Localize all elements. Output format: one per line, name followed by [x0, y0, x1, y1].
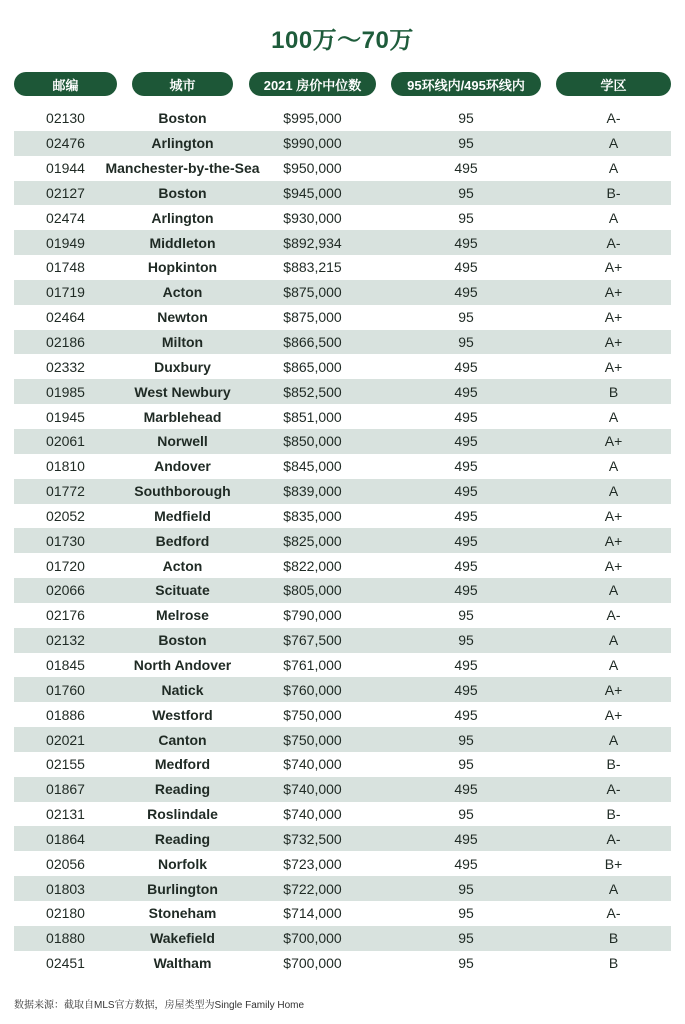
- school-cell: B-: [606, 806, 621, 823]
- header-median-price: 2021 房价中位数: [249, 72, 376, 96]
- beltway-cell: 95: [458, 756, 474, 773]
- zip-cell: 01886: [46, 706, 85, 723]
- school-cell: A-: [606, 905, 621, 922]
- school-cell: A+: [604, 284, 623, 301]
- beltway-cell: 95: [458, 905, 474, 922]
- zip-cell: 02176: [46, 607, 85, 624]
- price-cell: $750,000: [283, 706, 342, 723]
- city-cell: Andover: [154, 458, 211, 475]
- table-row: [14, 951, 671, 976]
- school-cell: B: [608, 383, 619, 400]
- zip-cell: 01720: [46, 557, 85, 574]
- zip-cell: 01760: [46, 681, 85, 698]
- city-cell: Acton: [162, 557, 203, 574]
- beltway-cell: 495: [454, 433, 478, 450]
- city-cell: Acton: [162, 284, 203, 301]
- beltway-cell: 495: [454, 408, 478, 425]
- table-row: [14, 578, 671, 603]
- table-row: [14, 752, 671, 777]
- price-cell: $875,000: [283, 309, 342, 326]
- city-cell: Westford: [152, 706, 213, 723]
- city-cell: Arlington: [151, 135, 214, 152]
- table-row: [14, 429, 671, 454]
- zip-cell: 02021: [46, 731, 85, 748]
- school-cell: A: [608, 656, 619, 673]
- price-cell: $875,000: [283, 284, 342, 301]
- city-cell: Reading: [154, 830, 211, 847]
- table-row: [14, 603, 671, 628]
- zip-cell: 02474: [46, 209, 85, 226]
- table-row: [14, 205, 671, 230]
- price-table: [14, 106, 671, 976]
- school-cell: A+: [604, 358, 623, 375]
- school-cell: A+: [604, 259, 623, 276]
- beltway-cell: 495: [454, 284, 478, 301]
- beltway-cell: 495: [454, 358, 478, 375]
- city-cell: Newton: [157, 309, 208, 326]
- price-cell: $700,000: [283, 930, 342, 947]
- beltway-cell: 495: [454, 259, 478, 276]
- city-cell: Arlington: [151, 209, 214, 226]
- zip-cell: 02476: [46, 135, 85, 152]
- zip-cell: 02056: [46, 855, 85, 872]
- price-cell: $723,000: [283, 855, 342, 872]
- zip-cell: 01748: [46, 259, 85, 276]
- table-row: [14, 802, 671, 827]
- price-cell: $732,500: [283, 830, 342, 847]
- school-cell: A: [608, 483, 619, 500]
- zip-cell: 02186: [46, 334, 85, 351]
- zip-cell: 02451: [46, 955, 85, 972]
- price-cell: $761,000: [283, 656, 342, 673]
- price-cell: $740,000: [283, 756, 342, 773]
- beltway-cell: 95: [458, 731, 474, 748]
- beltway-cell: 495: [454, 483, 478, 500]
- city-cell: Duxbury: [154, 358, 211, 375]
- city-cell: Norwell: [157, 433, 208, 450]
- school-cell: B+: [604, 855, 623, 872]
- beltway-cell: 95: [458, 309, 474, 326]
- beltway-cell: 495: [454, 234, 478, 251]
- header-school-district: 学区: [556, 72, 671, 96]
- school-cell: A-: [606, 781, 621, 798]
- school-cell: A: [608, 160, 619, 177]
- city-cell: Boston: [158, 184, 207, 201]
- city-cell: Stoneham: [148, 905, 217, 922]
- table-row: [14, 131, 671, 156]
- school-cell: A+: [604, 309, 623, 326]
- header-zip: 邮编: [14, 72, 117, 96]
- school-cell: A+: [604, 681, 623, 698]
- table-row: [14, 901, 671, 926]
- price-cell: $950,000: [283, 160, 342, 177]
- beltway-cell: 495: [454, 458, 478, 475]
- zip-cell: 02464: [46, 309, 85, 326]
- table-row: [14, 479, 671, 504]
- beltway-cell: 495: [454, 681, 478, 698]
- beltway-cell: 495: [454, 383, 478, 400]
- price-cell: $740,000: [283, 781, 342, 798]
- school-cell: A: [608, 209, 619, 226]
- beltway-cell: 495: [454, 160, 478, 177]
- table-row: [14, 727, 671, 752]
- school-cell: A+: [604, 334, 623, 351]
- school-cell: A+: [604, 532, 623, 549]
- school-cell: A-: [606, 234, 621, 251]
- school-cell: B-: [606, 756, 621, 773]
- city-cell: Scituate: [155, 582, 210, 599]
- school-cell: A: [608, 582, 619, 599]
- price-cell: $700,000: [283, 955, 342, 972]
- header-beltway: 95环线内/495环线内: [391, 72, 541, 96]
- school-cell: A: [608, 135, 619, 152]
- table-row: [14, 255, 671, 280]
- beltway-cell: 95: [458, 184, 474, 201]
- city-cell: North Andover: [133, 656, 232, 673]
- zip-cell: 02127: [46, 184, 85, 201]
- price-cell: $865,000: [283, 358, 342, 375]
- beltway-cell: 495: [454, 830, 478, 847]
- price-cell: $990,000: [283, 135, 342, 152]
- beltway-cell: 495: [454, 781, 478, 798]
- beltway-cell: 495: [454, 855, 478, 872]
- header-city: 城市: [132, 72, 233, 96]
- price-cell: $722,000: [283, 880, 342, 897]
- source-footnote: 数据来源：截取自MLS官方数据，房屋类型为Single Family Home: [14, 1000, 305, 1011]
- table-row: [14, 826, 671, 851]
- city-cell: Burlington: [147, 880, 218, 897]
- city-cell: Natick: [161, 681, 204, 698]
- school-cell: A+: [604, 433, 623, 450]
- school-cell: A-: [606, 110, 621, 127]
- price-cell: $850,000: [283, 433, 342, 450]
- table-row: [14, 280, 671, 305]
- zip-cell: 02061: [46, 433, 85, 450]
- table-header: [14, 72, 671, 96]
- table-row: [14, 528, 671, 553]
- zip-cell: 01949: [46, 234, 85, 251]
- beltway-cell: 95: [458, 110, 474, 127]
- city-cell: Melrose: [156, 607, 209, 624]
- table-row: [14, 677, 671, 702]
- school-cell: A+: [604, 507, 623, 524]
- table-row: [14, 628, 671, 653]
- city-cell: Marblehead: [143, 408, 222, 425]
- zip-cell: 01810: [46, 458, 85, 475]
- beltway-cell: 95: [458, 334, 474, 351]
- zip-cell: 01772: [46, 483, 85, 500]
- price-cell: $835,000: [283, 507, 342, 524]
- city-cell: Boston: [158, 110, 207, 127]
- beltway-cell: 95: [458, 930, 474, 947]
- zip-cell: 01719: [46, 284, 85, 301]
- school-cell: A: [608, 632, 619, 649]
- price-cell: $790,000: [283, 607, 342, 624]
- price-cell: $866,500: [283, 334, 342, 351]
- table-row: [14, 926, 671, 951]
- price-cell: $852,500: [283, 383, 342, 400]
- table-row: [14, 851, 671, 876]
- zip-cell: 01945: [46, 408, 85, 425]
- table-row: [14, 330, 671, 355]
- school-cell: A: [608, 458, 619, 475]
- zip-cell: 01867: [46, 781, 85, 798]
- zip-cell: 02155: [46, 756, 85, 773]
- zip-cell: 01985: [46, 383, 85, 400]
- school-cell: A+: [604, 706, 623, 723]
- zip-cell: 02332: [46, 358, 85, 375]
- table-row: [14, 156, 671, 181]
- school-cell: A-: [606, 607, 621, 624]
- school-cell: A: [608, 731, 619, 748]
- city-cell: Boston: [158, 632, 207, 649]
- table-row: [14, 181, 671, 206]
- table-row: [14, 454, 671, 479]
- zip-cell: 02066: [46, 582, 85, 599]
- school-cell: B-: [606, 184, 621, 201]
- price-cell: $883,215: [283, 259, 342, 276]
- zip-cell: 01864: [46, 830, 85, 847]
- city-cell: Medfield: [154, 507, 211, 524]
- beltway-cell: 495: [454, 656, 478, 673]
- city-cell: Reading: [154, 781, 211, 798]
- beltway-cell: 495: [454, 706, 478, 723]
- table-row: [14, 553, 671, 578]
- beltway-cell: 95: [458, 209, 474, 226]
- school-cell: A: [608, 880, 619, 897]
- school-cell: A-: [606, 830, 621, 847]
- price-cell: $740,000: [283, 806, 342, 823]
- price-cell: $892,934: [283, 234, 342, 251]
- zip-cell: 02131: [46, 806, 85, 823]
- city-cell: Medford: [154, 756, 211, 773]
- table-row: [14, 702, 671, 727]
- city-cell: Waltham: [153, 955, 212, 972]
- table-row: [14, 404, 671, 429]
- beltway-cell: 95: [458, 880, 474, 897]
- price-cell: $750,000: [283, 731, 342, 748]
- school-cell: B: [608, 930, 619, 947]
- table-row: [14, 876, 671, 901]
- city-cell: Bedford: [155, 532, 210, 549]
- beltway-cell: 495: [454, 582, 478, 599]
- city-cell: Hopkinton: [147, 259, 218, 276]
- price-cell: $945,000: [283, 184, 342, 201]
- price-cell: $822,000: [283, 557, 342, 574]
- school-cell: B: [608, 955, 619, 972]
- beltway-cell: 95: [458, 955, 474, 972]
- price-cell: $825,000: [283, 532, 342, 549]
- zip-cell: 01845: [46, 656, 85, 673]
- table-row: [14, 354, 671, 379]
- price-cell: $760,000: [283, 681, 342, 698]
- zip-cell: 02052: [46, 507, 85, 524]
- beltway-cell: 95: [458, 806, 474, 823]
- table-row: [14, 230, 671, 255]
- city-cell: Roslindale: [147, 806, 218, 823]
- zip-cell: 01880: [46, 930, 85, 947]
- table-row: [14, 379, 671, 404]
- city-cell: Milton: [161, 334, 204, 351]
- table-row: [14, 777, 671, 802]
- price-cell: $805,000: [283, 582, 342, 599]
- city-cell: Manchester-by-the-Sea: [105, 160, 260, 177]
- zip-cell: 02180: [46, 905, 85, 922]
- beltway-cell: 95: [458, 135, 474, 152]
- beltway-cell: 495: [454, 557, 478, 574]
- zip-cell: 02132: [46, 632, 85, 649]
- table-row: [14, 106, 671, 131]
- price-cell: $839,000: [283, 483, 342, 500]
- price-cell: $995,000: [283, 110, 342, 127]
- zip-cell: 01944: [46, 160, 85, 177]
- zip-cell: 01803: [46, 880, 85, 897]
- page-title: 100万～70万: [271, 27, 414, 54]
- city-cell: Southborough: [134, 483, 231, 500]
- beltway-cell: 495: [454, 507, 478, 524]
- zip-cell: 02130: [46, 110, 85, 127]
- beltway-cell: 95: [458, 607, 474, 624]
- city-cell: Canton: [158, 731, 207, 748]
- table-row: [14, 504, 671, 529]
- price-cell: $714,000: [283, 905, 342, 922]
- city-cell: West Newbury: [134, 383, 231, 400]
- city-cell: Wakefield: [150, 930, 215, 947]
- beltway-cell: 495: [454, 532, 478, 549]
- price-cell: $851,000: [283, 408, 342, 425]
- price-cell: $767,500: [283, 632, 342, 649]
- price-cell: $930,000: [283, 209, 342, 226]
- city-cell: Norfolk: [158, 855, 207, 872]
- table-row: [14, 305, 671, 330]
- price-cell: $845,000: [283, 458, 342, 475]
- city-cell: Middleton: [149, 234, 216, 251]
- beltway-cell: 95: [458, 632, 474, 649]
- zip-cell: 01730: [46, 532, 85, 549]
- table-row: [14, 653, 671, 678]
- school-cell: A: [608, 408, 619, 425]
- school-cell: A+: [604, 557, 623, 574]
